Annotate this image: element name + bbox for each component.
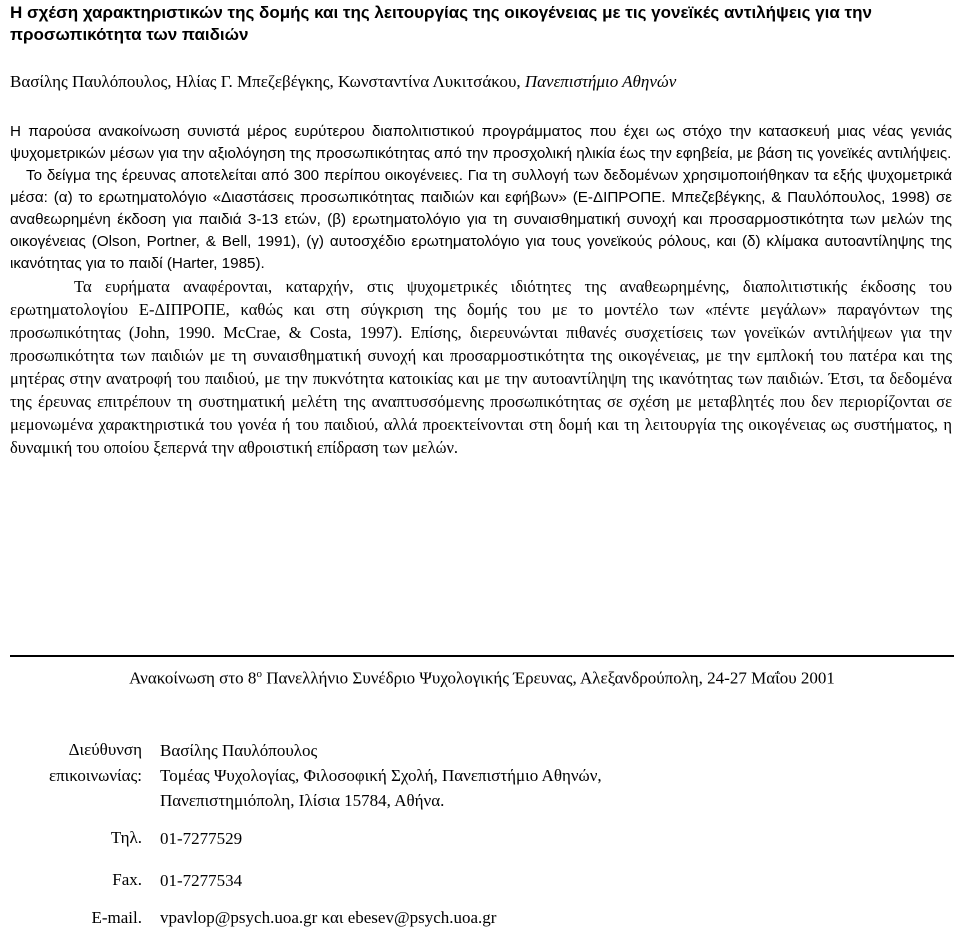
email-addresses[interactable]: vpavlop@psych.uoa.gr και ebesev@psych.uoa.gr xyxy=(160,908,497,927)
address-label-line-2: επικοινωνίας: xyxy=(48,766,142,785)
tel-number: 01-7277529 xyxy=(160,829,243,848)
abstract-paragraph-3: Τα ευρήματα αναφέρονται, καταρχήν, στις ψυχομετρικές ιδιότητες της αναθεωρημένης, διαπολιτιστικής έκδοσης του ερωτηματολογίου Ε-ΔΙΠΡΟΠΕ, καθώς και στη σύγκριση της δομής του με το μοντέλο των «πέντε μεγάλων» παραγόντων της προσωπικότητας (John, 1990. McCrae, & Costa, 1997). Επίσης, διερευνώνται πιθανές συσχετίσεις των γονεϊκών αντιλήψεων για την προσωπικότητα των παιδιών με τη συναισθηματική συνοχή και προσαρμοστικότητα της οικογένειας, με την εμπλοκή του πατέρα και της μητέρας στην ανατροφή του παιδιού, με την πυκνότητα κατοικίας και με την αυτοαντίληψη της ικανότητας των παιδιών. Έτσι, τα δεδομένα της έρευνας επιτρέπουν τη συστηματική μελέτη της αναπτυσσόμενης προσωπικότητας σε σχέση με μεταβλητές που δεν περιορίζονται σε μεμονωμένα χαρακτηριστικά του γονέα ή του παιδιού, αλλά προεκτείνονται στη δομή και τη λειτουργία της οικογένειας ως συστήματος, η δυναμική του οποίου ξεπερνά την αθροιστική επίδραση των μελών. xyxy=(10,277,952,457)
conference-note-prefix: Ανακοίνωση στο 8 xyxy=(129,668,257,688)
affiliation: Πανεπιστήμιο Αθηνών xyxy=(524,72,677,91)
abstract xyxy=(10,121,952,459)
conference-note-text xyxy=(10,663,954,690)
contact-address: Πανεπιστημιόπολη, Ιλίσια 15784, Αθήνα. xyxy=(160,791,445,810)
ordinal-superscript: ο xyxy=(256,668,262,680)
conference-note xyxy=(10,655,954,693)
address-label-line-1: Διεύθυνση xyxy=(68,740,142,759)
fax-label: Fax. xyxy=(112,870,142,889)
author-line xyxy=(10,71,955,93)
abstract-paragraph-1: Η παρούσα ανακοίνωση συνιστά μέρος ευρύτερου διαπολιτιστικού προγράμματος που έχει ως στόχο την κατασκευή μιας νέας γενιάς ψυχομετρικών μέσων για την αξιολόγηση της προσωπικότητας από την προσχολική ηλικία έως την εφηβεία, με βάση τις γονεϊκές αντιλήψεις. xyxy=(10,123,952,162)
abstract-paragraph-2: Το δείγμα της έρευνας αποτελείται από 300 περίπου οικογένειες. Για τη συλλογή των δεδομένων χρησιμοποιήθηκαν τα εξής ψυχομετρικά μέσα: (α) το ερωτηματολόγιο «Διαστάσεις προσωπικότητας παιδιών και εφήβων» (Ε-ΔΙΠΡΟΠΕ. Μπεζεβέγκης, & Παυλόπουλος, 1998) σε αναθεωρημένη έκδοση για παιδιά 3-13 ετών, (β) ερωτηματολόγιο για τη συναισθηματική συνοχή και προσαρμοστικότητα των μελών της οικογένειας (Olson, Portner, & Bell, 1991), (γ) αυτοσχέδιο ερωτηματολόγιο για τους γονεϊκούς ρόλους, και (δ) κλίμακα αυτοαντίληψης της ικανότητας για το παιδί (Harter, 1985). xyxy=(10,167,952,272)
tel-label: Τηλ. xyxy=(110,828,142,847)
paper-title: Η σχέση χαρακτηριστικών της δομής και της λειτουργίας της οικογένειας με τις γονεϊκές αντιλήψεις για την προσωπικότητα των παιδιών xyxy=(10,3,872,44)
fax-number: 01-7277534 xyxy=(160,871,243,890)
email-label: E-mail. xyxy=(91,908,142,927)
contact-department: Τομέας Ψυχολογίας, Φιλοσοφική Σχολή, Πανεπιστήμιο Αθηνών, xyxy=(160,766,602,785)
contact-name: Βασίλης Παυλόπουλος xyxy=(160,741,318,760)
conference-note-suffix: Πανελλήνιο Συνέδριο Ψυχολογικής Έρευνας, Αλεξανδρούπολη, 24-27 Μαΐου 2001 xyxy=(261,668,835,688)
author-names: Βασίλης Παυλόπουλος, Ηλίας Γ. Μπεζεβέγκης, Κωνσταντίνα Λυκιτσάκου, xyxy=(10,72,521,91)
